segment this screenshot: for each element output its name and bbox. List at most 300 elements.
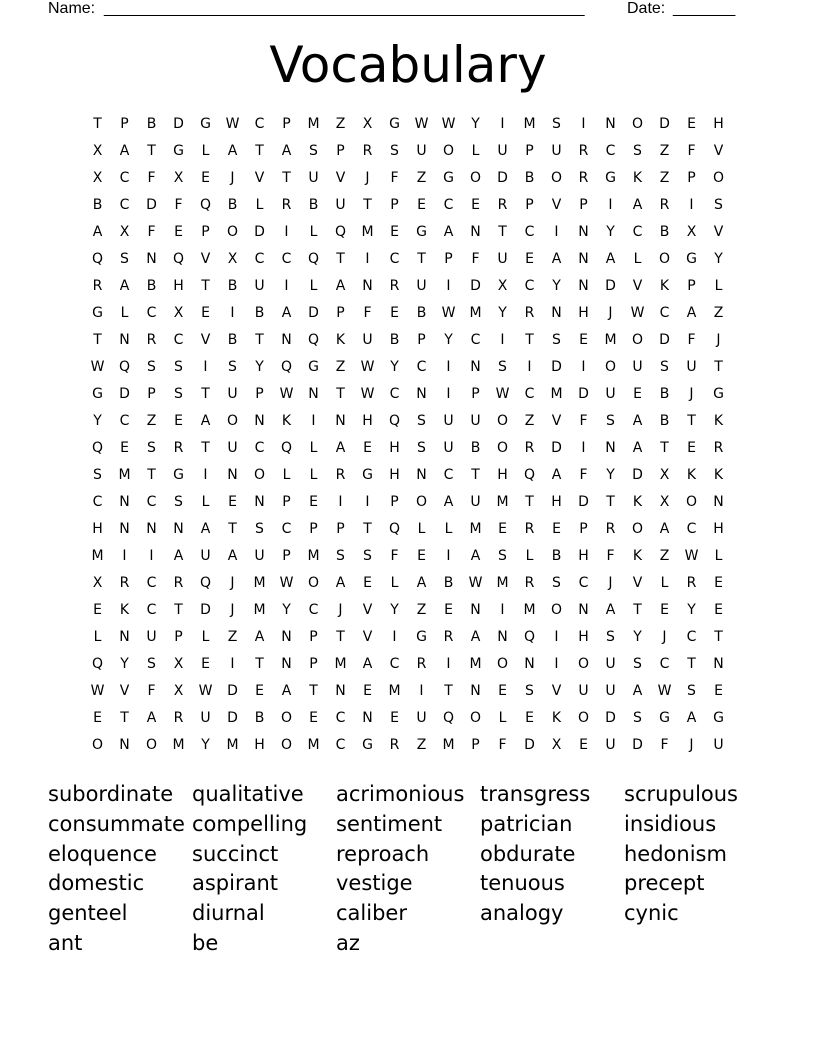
grid-letter: P bbox=[471, 386, 480, 402]
grid-letter: S bbox=[228, 359, 237, 375]
grid-letter: A bbox=[281, 683, 292, 699]
grid-letter: V bbox=[200, 332, 211, 348]
grid-letter: C bbox=[686, 521, 697, 537]
grid-letter: U bbox=[200, 710, 211, 726]
grid-letter: E bbox=[579, 332, 588, 348]
grid-letter: S bbox=[147, 440, 156, 456]
grid-letter: G bbox=[200, 116, 211, 132]
grid-letter: L bbox=[309, 467, 318, 483]
grid-row bbox=[84, 273, 732, 300]
grid-letter: F bbox=[390, 170, 399, 186]
grid-letter: C bbox=[605, 143, 616, 159]
grid-letter: T bbox=[525, 494, 534, 510]
grid-letter: S bbox=[525, 683, 534, 699]
grid-letter: A bbox=[686, 305, 697, 321]
grid-letter: O bbox=[253, 467, 266, 483]
grid-letter: P bbox=[390, 494, 399, 510]
grid-letter: U bbox=[551, 143, 562, 159]
grid-letter: L bbox=[309, 224, 318, 240]
grid-letter: N bbox=[362, 710, 373, 726]
grid-letter: N bbox=[578, 251, 589, 267]
word-list-item: consummate bbox=[48, 811, 185, 836]
grid-letter: D bbox=[551, 359, 562, 375]
grid-letter: C bbox=[524, 386, 535, 402]
grid-letter: E bbox=[714, 602, 723, 618]
grid-letter: A bbox=[686, 710, 697, 726]
grid-row bbox=[84, 246, 732, 273]
grid-letter: X bbox=[659, 467, 670, 483]
grid-letter: A bbox=[605, 602, 616, 618]
grid-letter: H bbox=[578, 548, 589, 564]
grid-letter: R bbox=[173, 710, 184, 726]
grid-row bbox=[84, 300, 732, 327]
grid-letter: I bbox=[554, 224, 559, 240]
grid-letter: E bbox=[633, 386, 642, 402]
grid-letter: K bbox=[713, 413, 724, 429]
grid-letter: U bbox=[497, 143, 508, 159]
grid-letter: O bbox=[577, 656, 590, 672]
grid-letter: C bbox=[632, 224, 643, 240]
grid-letter: G bbox=[389, 116, 400, 132]
grid-letter: P bbox=[201, 224, 210, 240]
grid-letter: E bbox=[93, 710, 102, 726]
grid-letter: C bbox=[146, 305, 157, 321]
grid-letter: P bbox=[687, 278, 696, 294]
grid-letter: X bbox=[686, 224, 697, 240]
grid-letter: L bbox=[201, 494, 210, 510]
grid-letter: P bbox=[309, 629, 318, 645]
grid-letter: T bbox=[309, 683, 318, 699]
grid-letter: M bbox=[469, 305, 482, 321]
word-list-item: patrician bbox=[480, 811, 573, 836]
grid-letter: X bbox=[119, 224, 130, 240]
grid-letter: P bbox=[282, 116, 291, 132]
grid-letter: U bbox=[443, 440, 454, 456]
grid-letter: W bbox=[414, 116, 429, 132]
grid-letter: N bbox=[416, 467, 427, 483]
grid-letter: O bbox=[550, 602, 563, 618]
grid-letter: A bbox=[551, 251, 562, 267]
grid-letter: N bbox=[308, 386, 319, 402]
grid-letter: Y bbox=[444, 332, 453, 348]
grid-letter: H bbox=[497, 467, 508, 483]
grid-letter: Z bbox=[146, 413, 157, 429]
grid-letter: T bbox=[498, 224, 507, 240]
grid-letter: H bbox=[254, 737, 265, 753]
grid-letter: V bbox=[632, 575, 643, 591]
grid-letter: N bbox=[713, 656, 724, 672]
grid-letter: C bbox=[254, 440, 265, 456]
grid-letter: O bbox=[415, 494, 428, 510]
grid-letter: W bbox=[90, 683, 105, 699]
grid-letter: B bbox=[416, 305, 427, 321]
grid-letter: U bbox=[335, 197, 346, 213]
grid-letter: J bbox=[230, 575, 235, 591]
grid-letter: T bbox=[714, 359, 723, 375]
grid-letter: Y bbox=[552, 278, 561, 294]
grid-letter: S bbox=[417, 440, 426, 456]
word-list-item: caliber bbox=[336, 901, 407, 926]
grid-letter: J bbox=[689, 737, 694, 753]
grid-letter: N bbox=[281, 629, 292, 645]
grid-letter: N bbox=[713, 494, 724, 510]
grid-letter: I bbox=[365, 251, 370, 267]
grid-letter: Q bbox=[388, 521, 401, 537]
grid-row bbox=[84, 381, 732, 408]
grid-letter: G bbox=[362, 467, 373, 483]
name-field-line[interactable]: ______________________________________________________ bbox=[104, 0, 585, 17]
grid-letter: Y bbox=[471, 116, 480, 132]
grid-letter: F bbox=[147, 224, 156, 240]
grid-letter: M bbox=[469, 656, 482, 672]
grid-letter: T bbox=[147, 143, 156, 159]
grid-letter: K bbox=[281, 413, 292, 429]
grid-letter: I bbox=[338, 494, 343, 510]
grid-letter: U bbox=[254, 548, 265, 564]
grid-letter: E bbox=[687, 116, 696, 132]
grid-letter: F bbox=[498, 737, 507, 753]
grid-row bbox=[84, 354, 732, 381]
grid-letter: C bbox=[281, 521, 292, 537]
grid-letter: D bbox=[227, 710, 238, 726]
grid-letter: U bbox=[308, 170, 319, 186]
grid-row bbox=[84, 192, 732, 219]
grid-letter: N bbox=[146, 251, 157, 267]
grid-letter: O bbox=[685, 494, 698, 510]
grid-letter: L bbox=[417, 521, 426, 537]
grid-letter: N bbox=[227, 467, 238, 483]
grid-letter: D bbox=[551, 440, 562, 456]
grid-letter: A bbox=[362, 656, 373, 672]
grid-letter: U bbox=[713, 737, 724, 753]
grid-letter: P bbox=[525, 197, 534, 213]
word-list-item: succinct bbox=[192, 841, 279, 866]
grid-letter: J bbox=[338, 602, 343, 618]
grid-letter: Y bbox=[633, 629, 642, 645]
grid-letter: S bbox=[552, 116, 561, 132]
grid-letter: N bbox=[119, 737, 130, 753]
grid-letter: K bbox=[686, 467, 697, 483]
grid-letter: B bbox=[470, 440, 481, 456]
grid-letter: O bbox=[226, 413, 239, 429]
grid-letter: N bbox=[173, 521, 184, 537]
grid-letter: U bbox=[443, 413, 454, 429]
grid-letter: M bbox=[388, 683, 401, 699]
grid-letter: E bbox=[93, 602, 102, 618]
grid-letter: V bbox=[551, 683, 562, 699]
grid-letter: I bbox=[554, 656, 559, 672]
grid-letter: I bbox=[311, 413, 316, 429]
grid-letter: O bbox=[442, 143, 455, 159]
grid-letter: G bbox=[416, 224, 427, 240]
grid-letter: W bbox=[468, 575, 483, 591]
grid-letter: P bbox=[309, 656, 318, 672]
word-list-item: eloquence bbox=[48, 841, 157, 866]
grid-letter: I bbox=[365, 494, 370, 510]
grid-letter: D bbox=[308, 305, 319, 321]
grid-letter: E bbox=[714, 575, 723, 591]
grid-letter: E bbox=[525, 251, 534, 267]
grid-letter: S bbox=[363, 548, 372, 564]
grid-letter: V bbox=[362, 629, 373, 645]
grid-letter: L bbox=[282, 467, 291, 483]
grid-letter: S bbox=[606, 629, 615, 645]
grid-letter: T bbox=[525, 332, 534, 348]
grid-letter: A bbox=[200, 413, 211, 429]
grid-letter: I bbox=[446, 386, 451, 402]
grid-letter: D bbox=[254, 224, 265, 240]
grid-letter: P bbox=[174, 629, 183, 645]
grid-letter: Q bbox=[334, 224, 347, 240]
grid-letter: W bbox=[90, 359, 105, 375]
grid-letter: I bbox=[527, 359, 532, 375]
grid-letter: U bbox=[416, 143, 427, 159]
grid-letter: C bbox=[416, 359, 427, 375]
grid-letter: M bbox=[523, 116, 536, 132]
grid-letter: Z bbox=[335, 116, 346, 132]
grid-letter: Z bbox=[524, 413, 535, 429]
grid-letter: S bbox=[633, 143, 642, 159]
grid-row bbox=[84, 732, 732, 759]
grid-letter: E bbox=[201, 305, 210, 321]
grid-letter: X bbox=[173, 305, 184, 321]
grid-letter: B bbox=[254, 305, 265, 321]
grid-letter: N bbox=[254, 413, 265, 429]
grid-letter: K bbox=[659, 278, 670, 294]
word-list-item: compelling bbox=[192, 811, 308, 836]
grid-letter: B bbox=[659, 413, 670, 429]
grid-letter: E bbox=[498, 683, 507, 699]
grid-letter: U bbox=[416, 278, 427, 294]
grid-letter: T bbox=[417, 251, 426, 267]
grid-letter: J bbox=[608, 575, 613, 591]
grid-letter: H bbox=[713, 521, 724, 537]
grid-letter: E bbox=[363, 440, 372, 456]
grid-letter: Z bbox=[713, 305, 724, 321]
grid-letter: T bbox=[363, 197, 372, 213]
grid-letter: S bbox=[687, 683, 696, 699]
grid-letter: G bbox=[686, 251, 697, 267]
grid-letter: S bbox=[174, 494, 183, 510]
grid-letter: C bbox=[146, 494, 157, 510]
grid-letter: R bbox=[524, 305, 535, 321]
grid-letter: Q bbox=[199, 197, 212, 213]
grid-letter: L bbox=[120, 305, 129, 321]
grid-letter: J bbox=[230, 170, 235, 186]
grid-letter: N bbox=[119, 521, 130, 537]
grid-letter: U bbox=[605, 737, 616, 753]
grid-letter: U bbox=[605, 656, 616, 672]
grid-letter: A bbox=[335, 440, 346, 456]
grid-letter: V bbox=[200, 251, 211, 267]
grid-letter: T bbox=[93, 116, 102, 132]
grid-row bbox=[84, 705, 732, 732]
grid-letter: N bbox=[470, 683, 481, 699]
grid-letter: R bbox=[497, 197, 508, 213]
grid-letter: E bbox=[363, 575, 372, 591]
grid-letter: S bbox=[147, 656, 156, 672]
grid-letter: I bbox=[230, 656, 235, 672]
grid-letter: Q bbox=[91, 440, 104, 456]
grid-letter: N bbox=[578, 224, 589, 240]
grid-letter: R bbox=[443, 629, 454, 645]
grid-letter: O bbox=[550, 170, 563, 186]
grid-letter: T bbox=[687, 656, 696, 672]
grid-letter: P bbox=[579, 521, 588, 537]
grid-letter: G bbox=[659, 710, 670, 726]
grid-letter: E bbox=[552, 521, 561, 537]
grid-letter: B bbox=[227, 332, 238, 348]
grid-letter: R bbox=[389, 737, 400, 753]
grid-letter: C bbox=[119, 413, 130, 429]
grid-letter: K bbox=[551, 710, 562, 726]
grid-letter: W bbox=[198, 683, 213, 699]
grid-letter: B bbox=[551, 548, 562, 564]
grid-letter: T bbox=[255, 332, 264, 348]
grid-row bbox=[84, 624, 732, 651]
grid-letter: L bbox=[498, 710, 507, 726]
grid-letter: P bbox=[336, 143, 345, 159]
grid-letter: X bbox=[659, 494, 670, 510]
grid-letter: N bbox=[524, 656, 535, 672]
grid-letter: I bbox=[581, 359, 586, 375]
grid-letter: E bbox=[174, 224, 183, 240]
grid-letter: O bbox=[631, 116, 644, 132]
grid-letter: W bbox=[441, 305, 456, 321]
grid-letter: L bbox=[309, 440, 318, 456]
grid-letter: R bbox=[362, 143, 373, 159]
grid-letter: C bbox=[146, 602, 157, 618]
grid-letter: N bbox=[335, 683, 346, 699]
grid-letter: A bbox=[281, 143, 292, 159]
grid-letter: D bbox=[578, 386, 589, 402]
grid-letter: D bbox=[605, 710, 616, 726]
grid-row bbox=[84, 165, 732, 192]
page-title: Vocabulary bbox=[269, 36, 547, 94]
grid-letter: Y bbox=[255, 359, 264, 375]
grid-letter: O bbox=[280, 710, 293, 726]
grid-letter: R bbox=[92, 278, 103, 294]
grid-letter: M bbox=[496, 494, 509, 510]
grid-letter: A bbox=[632, 683, 643, 699]
grid-letter: B bbox=[443, 575, 454, 591]
grid-letter: W bbox=[630, 305, 645, 321]
grid-letter: X bbox=[227, 251, 238, 267]
grid-letter: H bbox=[713, 116, 724, 132]
grid-letter: Q bbox=[307, 251, 320, 267]
grid-letter: A bbox=[119, 278, 130, 294]
grid-letter: C bbox=[335, 710, 346, 726]
grid-letter: W bbox=[360, 386, 375, 402]
word-list-item: aspirant bbox=[192, 871, 279, 896]
grid-letter: L bbox=[714, 548, 723, 564]
grid-letter: V bbox=[551, 413, 562, 429]
grid-letter: J bbox=[689, 386, 694, 402]
grid-letter: N bbox=[551, 305, 562, 321]
grid-letter: C bbox=[443, 467, 454, 483]
grid-letter: L bbox=[201, 143, 210, 159]
grid-letter: P bbox=[471, 737, 480, 753]
grid-letter: M bbox=[307, 737, 320, 753]
grid-letter: V bbox=[713, 224, 724, 240]
grid-letter: C bbox=[524, 278, 535, 294]
grid-letter: S bbox=[309, 143, 318, 159]
grid-letter: R bbox=[281, 197, 292, 213]
date-field-line[interactable]: _______ bbox=[673, 0, 736, 17]
grid-letter: E bbox=[363, 683, 372, 699]
grid-letter: G bbox=[173, 467, 184, 483]
grid-letter: A bbox=[443, 224, 454, 240]
grid-letter: M bbox=[604, 332, 617, 348]
grid-letter: X bbox=[92, 143, 103, 159]
grid-letter: N bbox=[497, 629, 508, 645]
grid-letter: R bbox=[605, 521, 616, 537]
grid-letter: B bbox=[659, 386, 670, 402]
grid-letter: I bbox=[419, 683, 424, 699]
grid-letter: Q bbox=[307, 332, 320, 348]
word-list-item: analogy bbox=[480, 901, 564, 926]
grid-letter: H bbox=[551, 494, 562, 510]
grid-letter: W bbox=[441, 116, 456, 132]
grid-letter: C bbox=[335, 737, 346, 753]
grid-letter: I bbox=[554, 629, 559, 645]
grid-letter: A bbox=[632, 197, 643, 213]
grid-letter: T bbox=[201, 278, 210, 294]
grid-letter: P bbox=[255, 386, 264, 402]
word-list-item: insidious bbox=[624, 811, 717, 836]
grid-letter: R bbox=[524, 575, 535, 591]
grid-letter: A bbox=[335, 575, 346, 591]
grid-letter: Y bbox=[606, 224, 615, 240]
grid-row bbox=[84, 435, 732, 462]
grid-letter: U bbox=[227, 386, 238, 402]
grid-letter: R bbox=[659, 197, 670, 213]
grid-letter: I bbox=[149, 548, 154, 564]
grid-letter: E bbox=[390, 224, 399, 240]
grid-letter: F bbox=[471, 251, 480, 267]
grid-letter: V bbox=[632, 278, 643, 294]
grid-letter: E bbox=[525, 710, 534, 726]
grid-letter: O bbox=[469, 170, 482, 186]
grid-letter: D bbox=[200, 602, 211, 618]
grid-letter: E bbox=[660, 602, 669, 618]
grid-letter: O bbox=[280, 737, 293, 753]
grid-letter: N bbox=[146, 521, 157, 537]
grid-letter: M bbox=[442, 737, 455, 753]
grid-letter: M bbox=[523, 602, 536, 618]
grid-letter: A bbox=[146, 710, 157, 726]
word-list-item: qualitative bbox=[192, 782, 304, 806]
grid-letter: A bbox=[335, 278, 346, 294]
grid-letter: U bbox=[200, 548, 211, 564]
grid-letter: Y bbox=[498, 305, 507, 321]
grid-letter: W bbox=[279, 386, 294, 402]
grid-letter: W bbox=[279, 575, 294, 591]
grid-letter: M bbox=[307, 548, 320, 564]
grid-letter: Q bbox=[118, 359, 131, 375]
grid-letter: N bbox=[362, 278, 373, 294]
grid-row bbox=[84, 678, 732, 705]
grid-letter: S bbox=[606, 413, 615, 429]
grid-letter: D bbox=[524, 737, 535, 753]
grid-letter: L bbox=[255, 197, 264, 213]
grid-letter: P bbox=[687, 170, 696, 186]
grid-letter: R bbox=[578, 170, 589, 186]
grid-letter: B bbox=[659, 224, 670, 240]
grid-letter: H bbox=[578, 629, 589, 645]
grid-letter: G bbox=[92, 386, 103, 402]
grid-letter: U bbox=[362, 332, 373, 348]
